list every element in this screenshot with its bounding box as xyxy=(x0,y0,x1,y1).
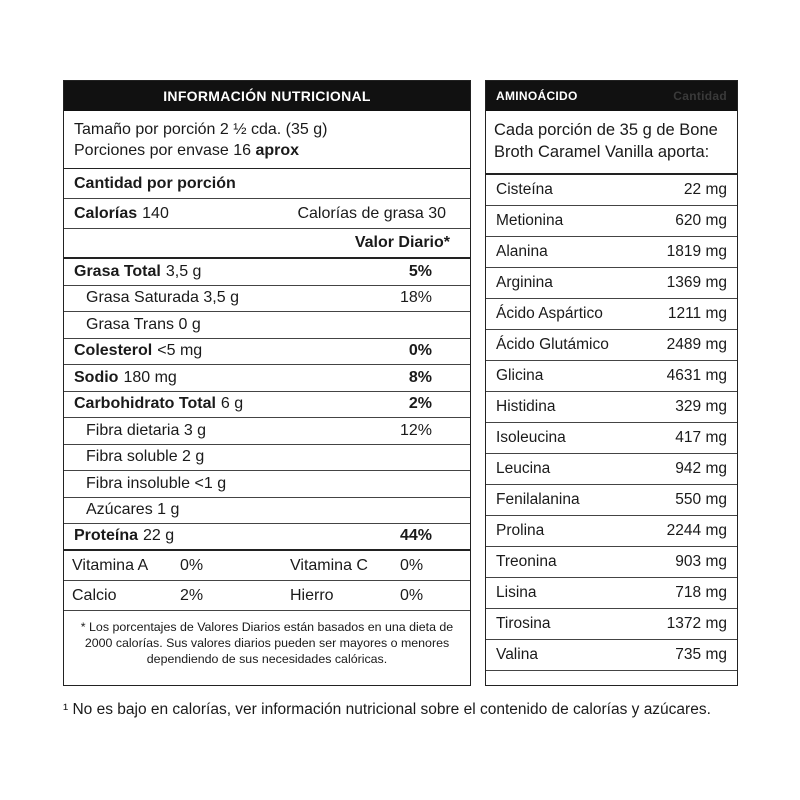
amino-intro: Cada porción de 35 g de Bone Broth Caramel Vanilla aporta: xyxy=(486,111,737,175)
amino-row xyxy=(486,423,737,454)
servings-per-container: Porciones por envase 16 aprox xyxy=(74,142,300,159)
vitamin-percent: 0% xyxy=(400,556,424,574)
amino-acid-panel xyxy=(485,80,738,686)
nutrient-row xyxy=(64,498,470,525)
amino-header-label: AMINOÁCIDO xyxy=(496,89,578,103)
nutrient-row xyxy=(64,365,470,392)
vitamin-label: Vitamina C xyxy=(290,556,368,574)
nutrient-row xyxy=(64,418,470,445)
amino-row xyxy=(486,237,737,268)
nutrient-row xyxy=(64,445,470,472)
amino-row xyxy=(486,330,737,361)
nutrient-label: Fibra dietaria 3 g xyxy=(86,421,207,439)
vitamin-label: Vitamina A xyxy=(72,556,149,574)
nutrient-label: Grasa Total xyxy=(74,262,161,280)
amino-row xyxy=(486,175,737,206)
nutrient-percent: 5% xyxy=(408,262,432,280)
nutrient-label: Grasa Saturada 3,5 g xyxy=(86,289,239,307)
nutrient-value: <5 mg xyxy=(157,342,203,360)
nutrient-value: 6 g xyxy=(220,395,244,413)
amino-name: Alanina xyxy=(496,243,548,260)
amino-name: Isoleucina xyxy=(496,429,566,446)
amino-row xyxy=(486,640,737,671)
nutrient-label: Azúcares 1 g xyxy=(86,501,180,519)
nutrient-percent: 8% xyxy=(408,368,432,386)
amino-amount: 2244 mg xyxy=(666,522,727,539)
vitamin-label: Calcio xyxy=(72,586,117,604)
vitamin-percent: 0% xyxy=(400,586,424,604)
amino-amount: 718 mg xyxy=(675,584,727,601)
calories-from-fat: Calorías de grasa 30 xyxy=(297,204,446,222)
amino-amount: 1372 mg xyxy=(666,615,727,632)
nutrient-percent: 0% xyxy=(408,342,432,360)
amino-name: Valina xyxy=(496,646,538,663)
nutrient-percent: 2% xyxy=(408,395,432,413)
nutrient-row xyxy=(64,471,470,498)
vitamin-row xyxy=(64,581,470,611)
footer-note: ¹ No es bajo en calorías, ver información nutricional sobre el contenido de calorías y azúcares. xyxy=(63,701,711,718)
vitamin-percent: 0% xyxy=(180,556,204,574)
nutrient-value: 3,5 g xyxy=(165,262,202,280)
nutrient-label: Fibra soluble 2 g xyxy=(86,448,205,466)
daily-value-header: Valor Diario* xyxy=(354,234,450,251)
amino-row xyxy=(486,609,737,640)
nutrient-percent: 44% xyxy=(400,527,433,545)
amino-name: Fenilalanina xyxy=(496,491,580,508)
nutrition-facts-panel xyxy=(63,80,471,686)
amino-row xyxy=(486,454,737,485)
nutrient-row xyxy=(64,259,470,286)
amount-per-serving: Cantidad por porción xyxy=(74,174,236,192)
serving-info xyxy=(64,111,470,169)
amino-name: Histidina xyxy=(496,398,556,415)
amino-list xyxy=(486,175,737,671)
vitamin-row xyxy=(64,551,470,581)
nutrient-list xyxy=(64,259,470,551)
amino-amount: 735 mg xyxy=(675,646,727,663)
amino-name: Arginina xyxy=(496,274,553,291)
amino-amount: 903 mg xyxy=(675,553,727,570)
amino-row xyxy=(486,361,737,392)
vitamin-list xyxy=(64,551,470,611)
vitamin-percent: 2% xyxy=(180,586,204,604)
nutrient-label: Carbohidrato Total xyxy=(74,395,216,413)
amino-header xyxy=(486,81,737,111)
nutrient-row xyxy=(64,392,470,419)
amino-name: Ácido Glutámico xyxy=(496,336,609,353)
nutrient-label: Colesterol xyxy=(74,342,153,360)
calories-row xyxy=(64,199,470,229)
nutrient-label: Grasa Trans 0 g xyxy=(86,315,201,333)
amino-row xyxy=(486,516,737,547)
amino-name: Leucina xyxy=(496,460,551,477)
amino-amount: 4631 mg xyxy=(666,367,727,384)
nutrient-value: 180 mg xyxy=(123,368,177,386)
amino-header-quantity: Cantidad xyxy=(673,89,727,103)
daily-value-footnote: * Los porcentajes de Valores Diarios están basados en una dieta de 2000 calorías. Sus valores diarios pueden ser mayores o menores dependiendo de sus necesidades calóricas. xyxy=(80,619,454,666)
amino-row xyxy=(486,392,737,423)
amino-amount: 417 mg xyxy=(675,429,727,446)
amino-amount: 1819 mg xyxy=(666,243,727,260)
nutrient-percent: 18% xyxy=(400,289,433,307)
amino-name: Cisteína xyxy=(496,181,553,198)
amino-name: Metionina xyxy=(496,212,564,229)
nutrition-title: INFORMACIÓN NUTRICIONAL xyxy=(64,81,470,111)
amino-amount: 22 mg xyxy=(683,181,727,198)
nutrient-value: 22 g xyxy=(143,527,175,545)
amino-name: Ácido Aspártico xyxy=(496,305,603,322)
amino-row xyxy=(486,547,737,578)
amino-name: Tirosina xyxy=(496,615,551,632)
amino-amount: 329 mg xyxy=(675,398,727,415)
amino-name: Treonina xyxy=(496,553,557,570)
nutrient-percent: 12% xyxy=(400,421,433,439)
calories-label: Calorías xyxy=(74,204,138,222)
nutrient-label: Fibra insoluble <1 g xyxy=(86,474,227,492)
amino-name: Prolina xyxy=(496,522,545,539)
amino-name: Lisina xyxy=(496,584,537,601)
amino-row xyxy=(486,299,737,330)
serving-size: Tamaño por porción 2 ½ cda. (35 g) xyxy=(74,121,328,138)
nutrient-label: Sodio xyxy=(74,368,119,386)
amino-row xyxy=(486,206,737,237)
amount-per-serving-row xyxy=(64,169,470,199)
calories-value: 140 xyxy=(142,204,169,222)
amino-row xyxy=(486,268,737,299)
nutrient-row xyxy=(64,286,470,313)
amino-amount: 620 mg xyxy=(675,212,727,229)
nutrient-row xyxy=(64,312,470,339)
amino-amount: 1211 mg xyxy=(667,305,727,322)
amino-row xyxy=(486,578,737,609)
amino-name: Glicina xyxy=(496,367,544,384)
nutrient-row xyxy=(64,339,470,366)
vitamin-label: Hierro xyxy=(290,586,334,604)
amino-row xyxy=(486,485,737,516)
nutrient-label: Proteína xyxy=(74,527,139,545)
daily-value-header-row xyxy=(64,229,470,259)
amino-amount: 550 mg xyxy=(675,491,727,508)
amino-amount: 942 mg xyxy=(675,460,727,477)
amino-amount: 2489 mg xyxy=(666,336,727,353)
amino-amount: 1369 mg xyxy=(666,274,727,291)
nutrient-row xyxy=(64,524,470,551)
